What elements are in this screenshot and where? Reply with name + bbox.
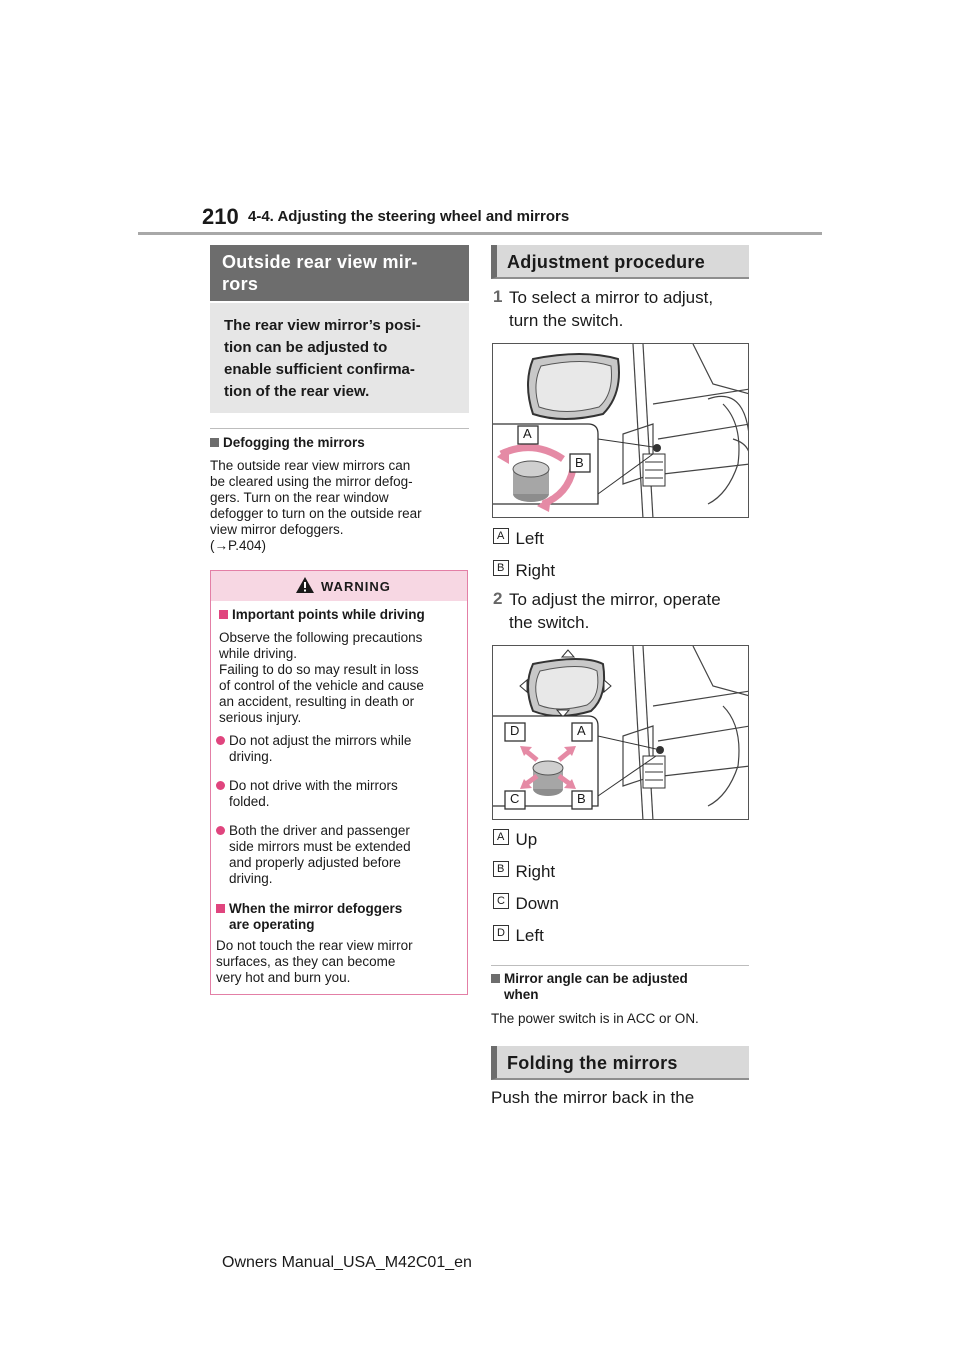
key-letter: C (497, 895, 505, 907)
warning-body (216, 938, 464, 986)
body-line: serious injury. (219, 710, 302, 725)
warning-sub1: Important points while driving (232, 607, 425, 622)
item-text: Left (515, 529, 544, 548)
body-line: Do not adjust the mirrors while (229, 733, 412, 748)
warning-subheading (219, 607, 425, 622)
mirror-adjust-figure (492, 645, 749, 820)
step-number: 1 (493, 287, 503, 306)
step-line: To select a mirror to adjust, (509, 288, 714, 307)
item-text: Right (515, 862, 556, 881)
body-line: gers. Turn on the rear window (210, 490, 389, 505)
key-box (493, 528, 509, 544)
step-line: To adjust the mirror, operate (509, 590, 721, 609)
bullet-icon (216, 826, 225, 835)
intro-line: The rear view mirror’s posi- (224, 317, 421, 334)
defog-title: Defogging the mirrors (223, 435, 365, 450)
warning-header (211, 571, 467, 601)
key-box (493, 893, 509, 909)
folding-mirrors-heading (491, 1046, 749, 1080)
body-line: The outside rear view mirrors can (210, 458, 411, 473)
figure-label: C (510, 791, 520, 806)
body-line: an accident, resulting in death or (219, 694, 415, 709)
fold-text: Push the mirror back in the (491, 1088, 695, 1107)
header-rule (138, 232, 822, 235)
step-number: 2 (493, 589, 503, 608)
key-letter: B (497, 863, 505, 875)
divider (210, 428, 469, 429)
item-text: Left (515, 926, 544, 945)
warning-title: WARNING (321, 579, 391, 594)
mirror-adjust-illustration (493, 646, 749, 820)
body-line: defogger to turn on the outside rear (210, 506, 422, 521)
body-line: while driving. (219, 646, 298, 661)
body-line: view mirror defoggers. (210, 522, 344, 537)
warning-box (210, 570, 468, 995)
heading-text: Adjustment procedure (507, 252, 706, 272)
defog-subheading (210, 435, 365, 450)
key-letter: D (497, 927, 505, 939)
body-line: surfaces, as they can become (216, 954, 396, 969)
square-bullet-icon (219, 610, 228, 619)
step-1 (493, 286, 753, 332)
warning-subheading (216, 901, 402, 933)
warning-bullet (216, 778, 464, 810)
figure-label: B (577, 791, 586, 806)
list-item (493, 560, 555, 581)
note-body: The power switch is in ACC or ON. (491, 1011, 699, 1026)
section-title: 4-4. Adjusting the steering wheel and mirrors (248, 208, 570, 225)
body-line: driving. (229, 749, 273, 764)
square-bullet-icon (210, 438, 219, 447)
step-line: turn the switch. (509, 311, 624, 330)
list-item (493, 861, 555, 882)
body-line: be cleared using the mirror defog- (210, 474, 413, 489)
step-2 (493, 588, 753, 634)
body-line: driving. (229, 871, 273, 886)
body-line: of control of the vehicle and cause (219, 678, 424, 693)
page-reference-text: P.404 (228, 538, 262, 553)
intro-line: enable sufficient confirma- (224, 361, 415, 378)
body-line: Failing to do so may result in loss (219, 662, 419, 677)
key-box (493, 560, 509, 576)
square-bullet-icon (491, 974, 500, 983)
figure-label: D (510, 723, 520, 738)
square-bullet-icon (216, 904, 225, 913)
body-line: Observe the following precautions (219, 630, 423, 645)
body-line: Both the driver and passenger (229, 823, 410, 838)
note-title: Mirror angle can be adjusted (504, 971, 688, 986)
key-box (493, 829, 509, 845)
note-title: when (504, 987, 539, 1002)
figure-label: A (577, 723, 586, 738)
warning-bullet (216, 823, 464, 887)
arrow-right-icon: → (214, 538, 228, 553)
key-letter: A (497, 831, 505, 843)
item-text: Down (515, 894, 559, 913)
key-letter: A (497, 530, 505, 542)
body-line: and properly adjusted before (229, 855, 401, 870)
step-line: the switch. (509, 613, 590, 632)
warning-sub2: When the mirror defoggers (229, 901, 403, 916)
divider (491, 965, 749, 966)
list-item (493, 829, 537, 850)
intro-box (210, 303, 469, 413)
adjustment-procedure-heading (491, 245, 749, 279)
warning-bullet (216, 733, 464, 765)
outside-mirrors-heading (210, 245, 469, 301)
key-letter: B (497, 562, 505, 574)
list-item (493, 925, 544, 946)
body-line: Do not drive with the mirrors (229, 778, 398, 793)
item-text: Up (515, 830, 538, 849)
defog-body (210, 458, 475, 554)
page-reference[interactable]: (→P.404) (210, 538, 267, 553)
key-box (493, 925, 509, 941)
body-line: very hot and burn you. (216, 970, 351, 985)
key-box (493, 861, 509, 877)
warning-triangle-icon (295, 576, 315, 594)
heading-line: rors (222, 274, 259, 294)
footer-text: Owners Manual_USA_M42C01_en (222, 1254, 472, 1271)
warning-sub2: are operating (229, 917, 315, 932)
note-subheading (491, 971, 688, 1003)
page-number: 210 (202, 204, 239, 229)
warning-body (219, 630, 464, 726)
body-line: Do not touch the rear view mirror (216, 938, 413, 953)
bullet-icon (216, 736, 225, 745)
heading-line: Outside rear view mir- (222, 252, 418, 272)
list-item (493, 893, 559, 914)
figure-label: A (523, 426, 532, 441)
bullet-icon (216, 781, 225, 790)
body-line: side mirrors must be extended (229, 839, 411, 854)
figure-label: B (575, 455, 584, 470)
heading-text: Folding the mirrors (507, 1053, 678, 1073)
intro-line: tion can be adjusted to (224, 339, 388, 356)
list-item (493, 528, 544, 549)
intro-line: tion of the rear view. (224, 383, 370, 400)
mirror-select-figure (492, 343, 749, 518)
body-line: folded. (229, 794, 270, 809)
item-text: Right (515, 561, 556, 580)
